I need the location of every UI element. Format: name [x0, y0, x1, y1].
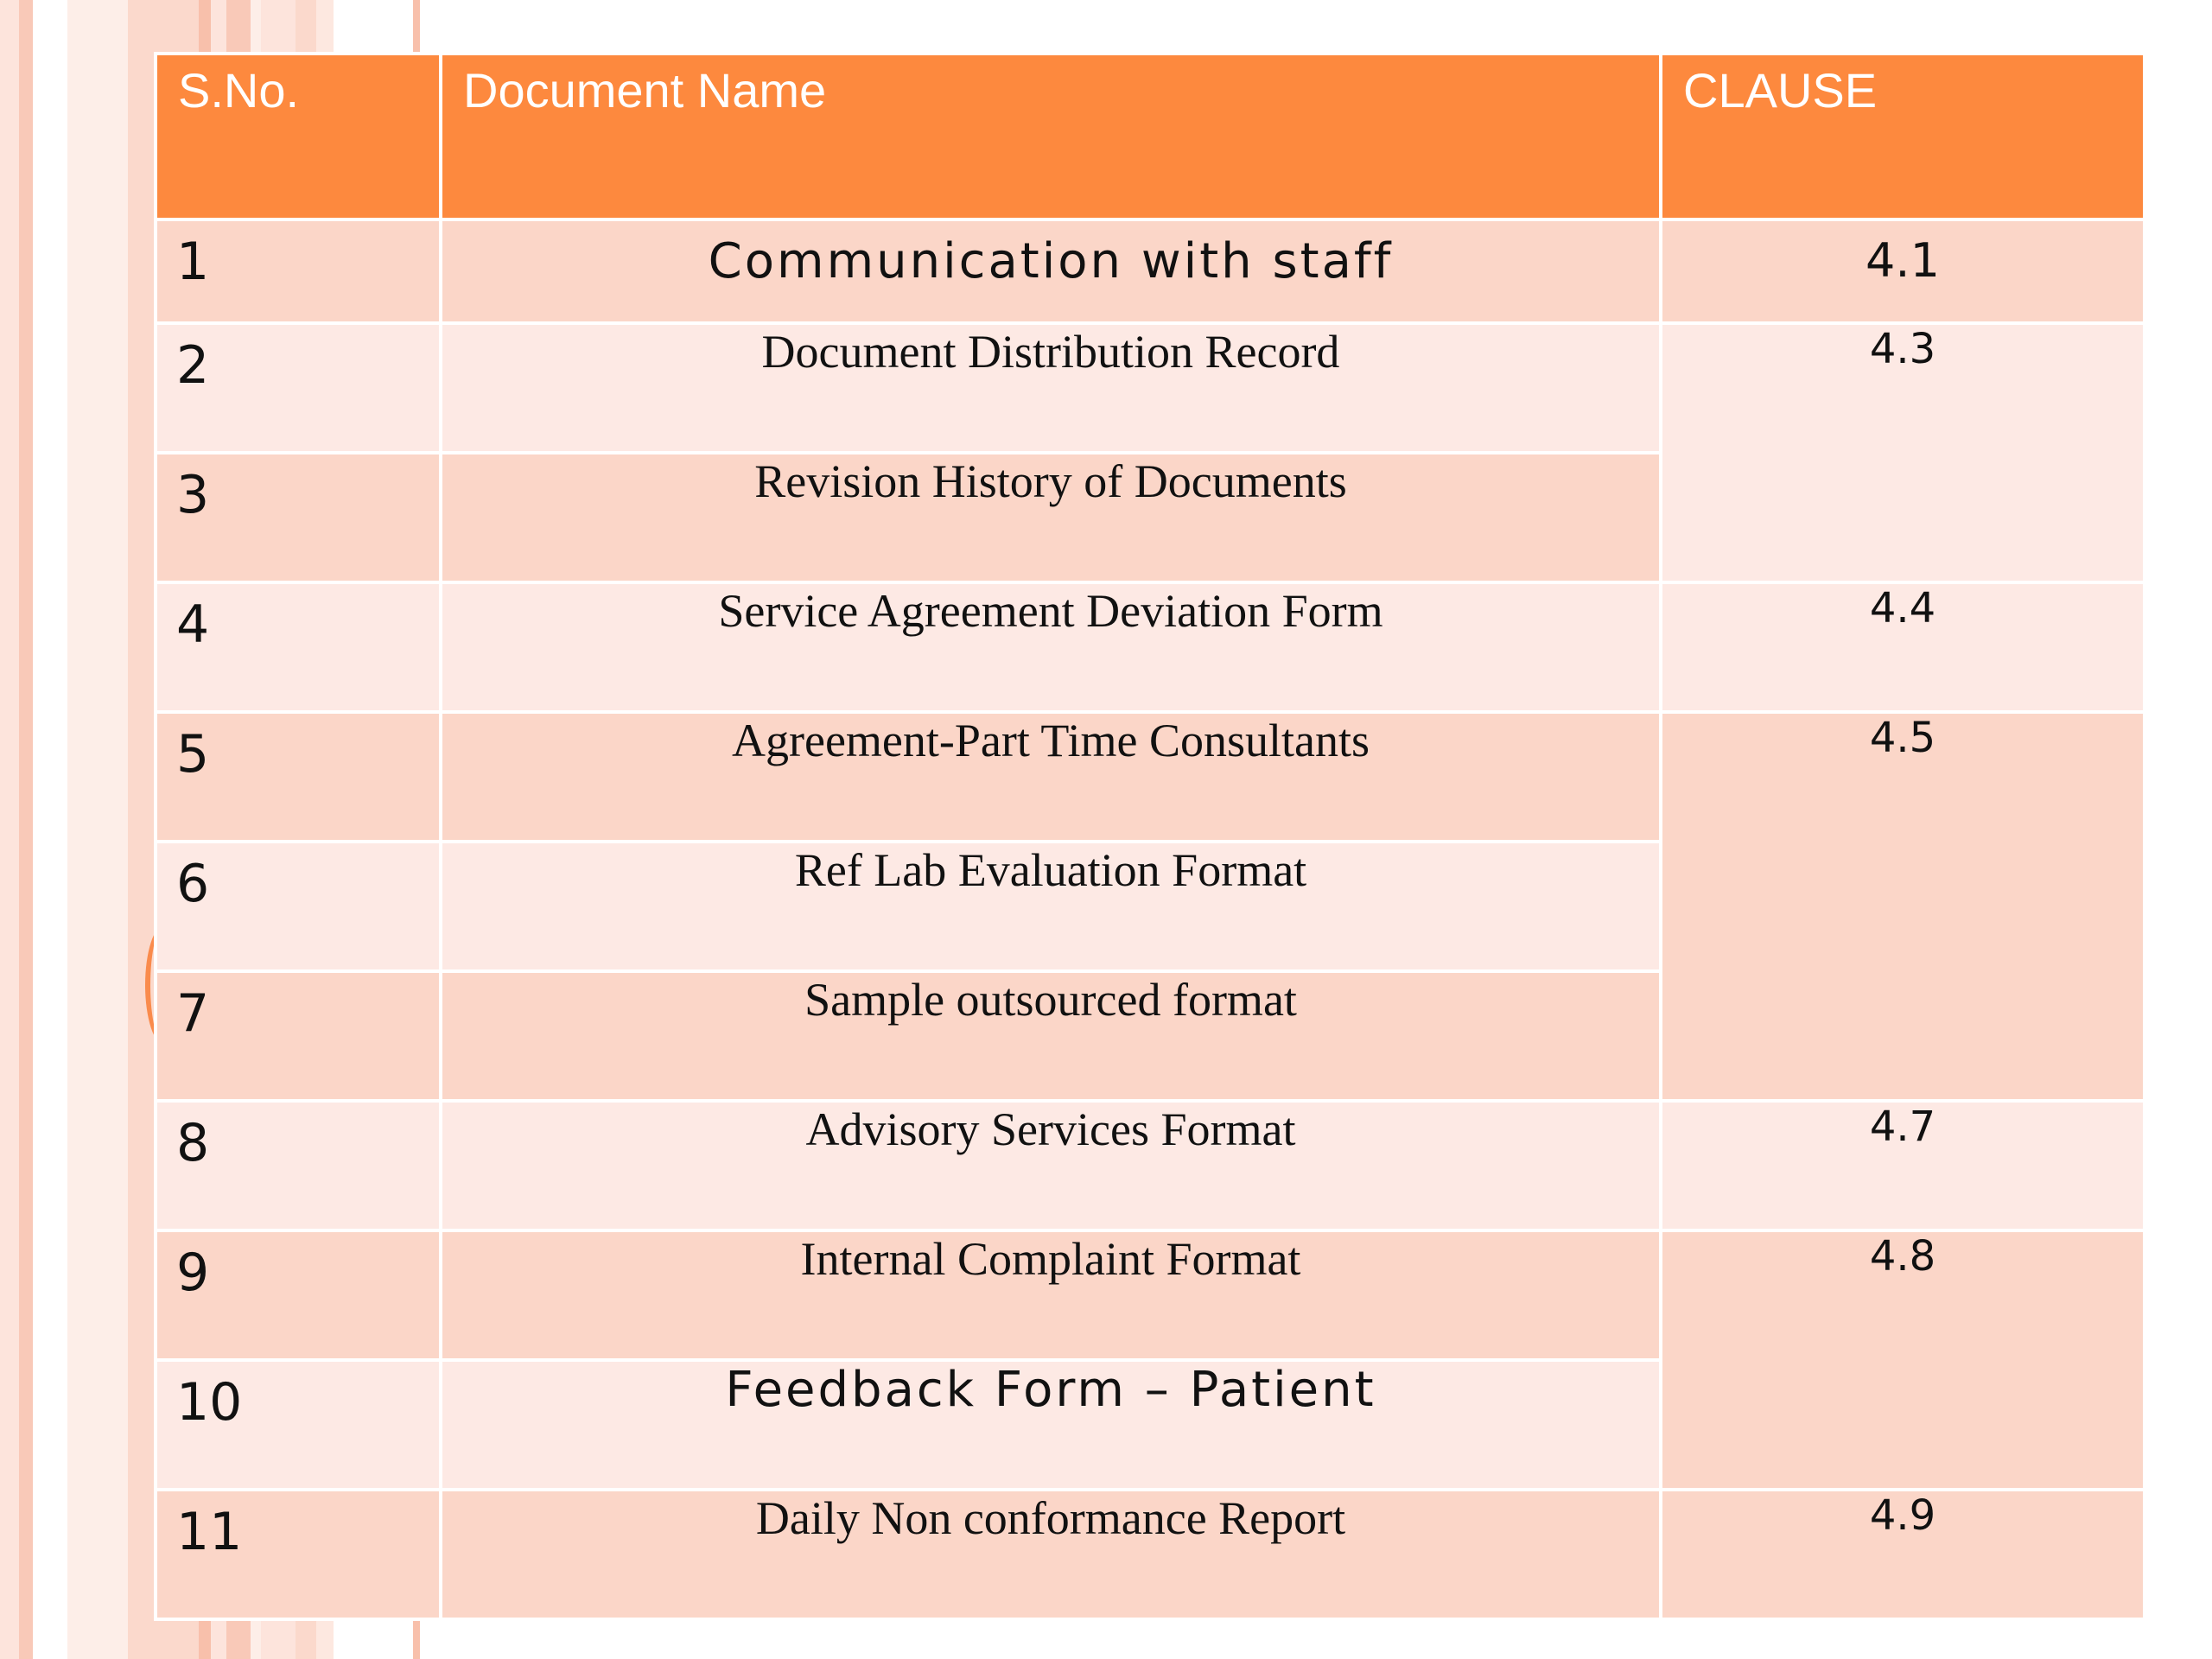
- row-document-name: Advisory Services Format: [441, 1101, 1661, 1230]
- row-sno: 3: [156, 453, 441, 582]
- header-document-name: Document Name: [441, 54, 1661, 219]
- document-table: [154, 52, 2146, 1621]
- row-sno: 1: [156, 219, 441, 323]
- row-clause: 4.1: [1661, 219, 2145, 323]
- table-row: [156, 1230, 2145, 1360]
- row-sno: 6: [156, 842, 441, 971]
- header-sno: S.No.: [156, 54, 441, 219]
- row-clause: 4.8: [1661, 1230, 2145, 1490]
- row-document-name: Daily Non conformance Report: [441, 1490, 1661, 1619]
- decor-stripe: [19, 0, 33, 1659]
- decor-stripe: [67, 0, 128, 1659]
- row-sno: 2: [156, 323, 441, 453]
- row-sno: 9: [156, 1230, 441, 1360]
- row-document-name: Service Agreement Deviation Form: [441, 582, 1661, 712]
- row-sno: 4: [156, 582, 441, 712]
- row-clause: 4.4: [1661, 582, 2145, 712]
- table-row: [156, 712, 2145, 842]
- row-sno: 8: [156, 1101, 441, 1230]
- row-clause: 4.7: [1661, 1101, 2145, 1230]
- table-row: [156, 1490, 2145, 1619]
- decor-stripe: [33, 0, 67, 1659]
- row-document-name: Agreement-Part Time Consultants: [441, 712, 1661, 842]
- row-clause: 4.9: [1661, 1490, 2145, 1619]
- row-document-name: Communication with staff: [441, 219, 1661, 323]
- decor-stripe: [0, 0, 19, 1659]
- row-document-name: Document Distribution Record: [441, 323, 1661, 453]
- row-sno: 10: [156, 1360, 441, 1490]
- table-row: [156, 582, 2145, 712]
- table-row: [156, 323, 2145, 453]
- table-row: [156, 1101, 2145, 1230]
- row-document-name: Internal Complaint Format: [441, 1230, 1661, 1360]
- row-sno: 5: [156, 712, 441, 842]
- table-row: [156, 219, 2145, 323]
- row-document-name: Feedback Form – Patient: [441, 1360, 1661, 1490]
- row-document-name: Sample outsourced format: [441, 971, 1661, 1101]
- header-clause: CLAUSE: [1661, 54, 2145, 219]
- row-sno: 11: [156, 1490, 441, 1619]
- table-header-row: [156, 54, 2145, 219]
- row-sno: 7: [156, 971, 441, 1101]
- row-document-name: Ref Lab Evaluation Format: [441, 842, 1661, 971]
- row-clause: 4.3: [1661, 323, 2145, 582]
- row-clause: 4.5: [1661, 712, 2145, 1101]
- row-document-name: Revision History of Documents: [441, 453, 1661, 582]
